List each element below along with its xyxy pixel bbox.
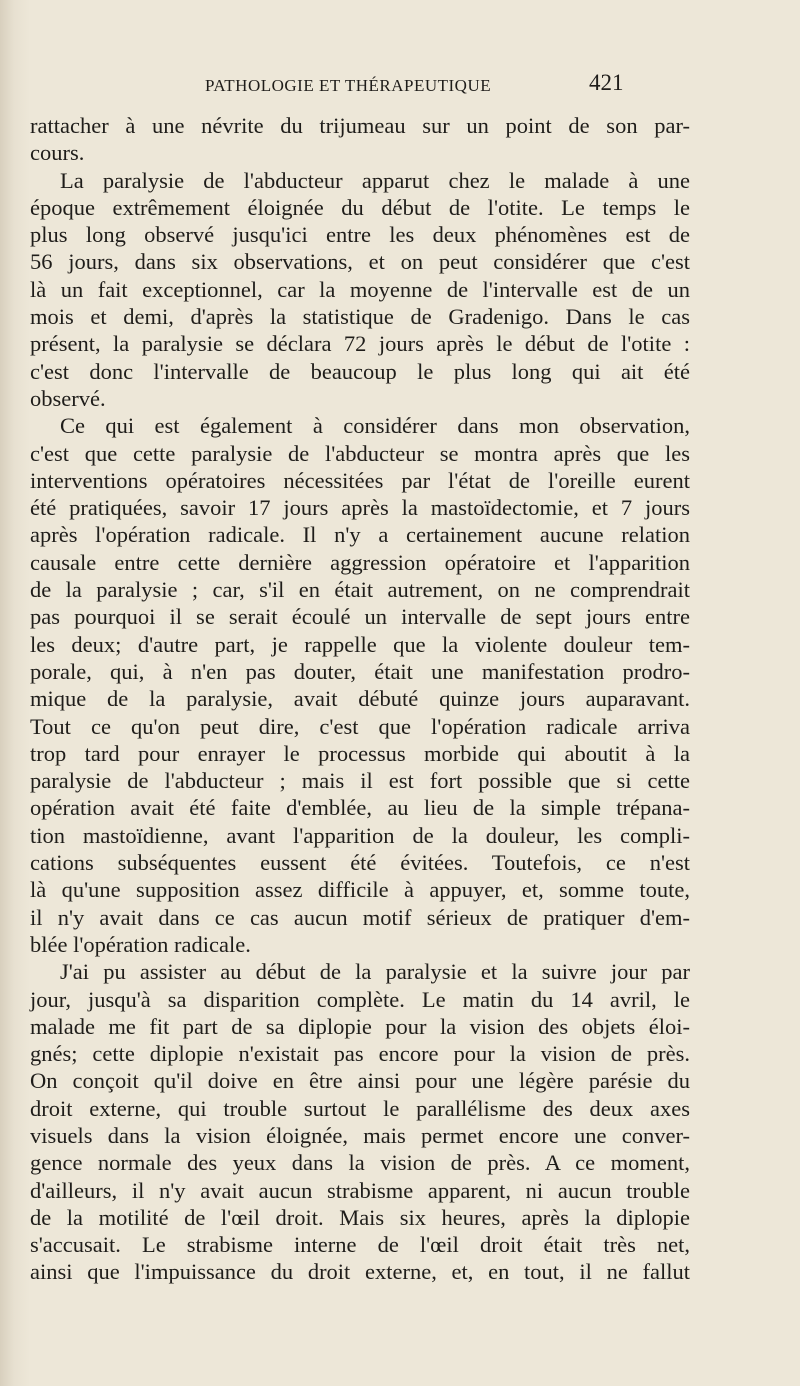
text-line: On conçoit qu'il doive en être ainsi pour une légère parésie du — [30, 1068, 690, 1094]
text-line: droit externe, qui trouble surtout le parallélisme des deux axes — [30, 1095, 690, 1121]
text-line: cations subséquentes eussent été évitées. Toutefois, ce n'est — [30, 850, 690, 876]
running-header: PATHOLOGIE ET THÉRAPEUTIQUE — [205, 76, 492, 95]
text-line: s'accusait. Le strabisme interne de l'œil droit était très net, — [30, 1232, 690, 1258]
text-line: Ce qui est également à considérer dans mon observation, — [60, 413, 690, 439]
text-line: époque extrêmement éloignée du début de l'otite. Le temps le — [30, 194, 690, 220]
page-number: 421 — [589, 70, 624, 95]
text-line: paralysie de l'abducteur ; mais il est fort possible que si cette — [30, 768, 690, 794]
text-line: rattacher à une névrite du trijumeau sur un point de son par- — [30, 113, 690, 138]
text-line: plus long observé jusqu'ici entre les deux phénomènes est de — [30, 222, 690, 248]
text-line: opération avait été faite d'emblée, au lieu de la simple trépana- — [30, 795, 690, 821]
text-line: présent, la paralysie se déclara 72 jours après le début de l'otite : — [30, 331, 690, 357]
text-line: mois et demi, d'après la statistique de Gradenigo. Dans le cas — [30, 304, 690, 330]
text-line: 56 jours, dans six observations, et on peut considérer que c'est — [30, 249, 690, 275]
body-text — [30, 112, 690, 1286]
text-line: Tout ce qu'on peut dire, c'est que l'opération radicale arriva — [30, 713, 690, 739]
text-line: d'ailleurs, il n'y avait aucun strabisme apparent, ni aucun trouble — [30, 1177, 690, 1203]
text-line: malade me fit part de sa diplopie pour la vision des objets éloi- — [30, 1013, 690, 1039]
text-line: interventions opératoires nécessitées par l'état de l'oreille eurent — [30, 467, 690, 493]
text-line: là qu'une supposition assez difficile à appuyer, et, somme toute, — [30, 877, 690, 903]
text-line: mique de la paralysie, avait débuté quinze jours auparavant. — [30, 686, 690, 712]
text-line: cours. — [30, 140, 85, 166]
text-line: c'est donc l'intervalle de beaucoup le plus long qui ait été — [30, 358, 690, 384]
text-line: porale, qui, à n'en pas douter, était une manifestation prodro- — [30, 658, 690, 684]
text-line: jour, jusqu'à sa disparition complète. Le matin du 14 avril, le — [30, 986, 690, 1012]
text-line: il n'y avait dans ce cas aucun motif sérieux de pratiquer d'em- — [30, 904, 690, 930]
text-line: été pratiquées, savoir 17 jours après la mastoïdectomie, et 7 jours — [30, 495, 690, 521]
text-line: les deux; d'autre part, je rappelle que la violente douleur tem- — [30, 631, 690, 657]
text-line: La paralysie de l'abducteur apparut chez le malade à une — [60, 167, 690, 193]
text-line: après l'opération radicale. Il n'y a certainement aucune relation — [30, 522, 690, 548]
text-line: gnés; cette diplopie n'existait pas encore pour la vision de près. — [30, 1041, 690, 1067]
text-line: gence normale des yeux dans la vision de près. A ce moment, — [30, 1150, 690, 1176]
text-line: visuels dans la vision éloignée, mais permet encore une conver- — [30, 1122, 690, 1148]
text-line: tion mastoïdienne, avant l'apparition de la douleur, les compli- — [30, 822, 690, 848]
text-line: J'ai pu assister au début de la paralysie et la suivre jour par — [60, 959, 690, 985]
text-line: c'est que cette paralysie de l'abducteur se montra après que les — [30, 440, 690, 466]
text-line: de la motilité de l'œil droit. Mais six heures, après la diplopie — [30, 1204, 690, 1230]
text-line: blée l'opération radicale. — [30, 931, 251, 957]
text-line: là un fait exceptionnel, car la moyenne de l'intervalle est de un — [30, 276, 690, 302]
text-line: de la paralysie ; car, s'il en était autrement, on ne comprendrait — [30, 577, 690, 603]
text-line: causale entre cette dernière aggression opératoire et l'apparition — [30, 549, 690, 575]
text-line: pas pourquoi il se serait écoulé un intervalle de sept jours entre — [30, 604, 690, 630]
text-line: observé. — [30, 385, 106, 411]
text-line: trop tard pour enrayer le processus morbide qui aboutit à la — [30, 740, 690, 766]
text-line: ainsi que l'impuissance du droit externe, et, en tout, il ne fallut — [30, 1259, 690, 1285]
